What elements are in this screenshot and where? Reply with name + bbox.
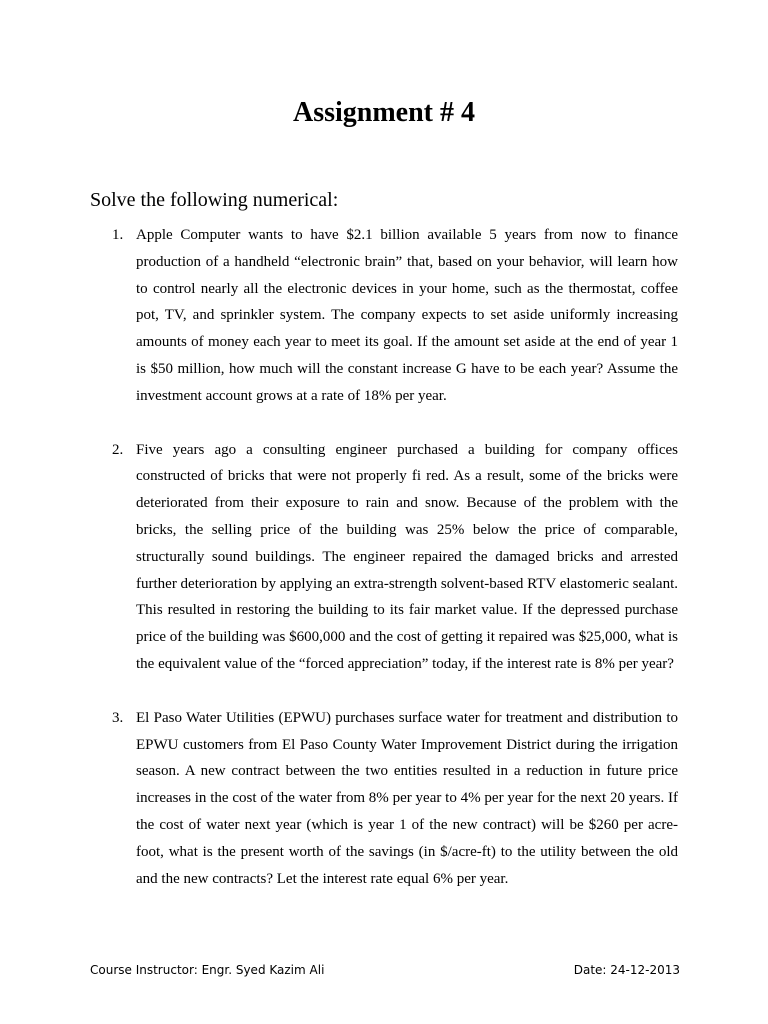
page-footer [90,958,680,982]
question-text: Apple Computer wants to have $2.1 billion available 5 years from now to finance production of a handheld “electronic brain” that, based on your behavior, will learn how to control nearly all the electronic devices in your home, such as the thermostat, coffee pot, TV, and sprinkler system. The company expects to set aside uniformly increasing amounts of money each year to meet its goal. If the amount set aside at the end of year 1 is $50 million, how much will the constant increase G have to be each year? Assume the investment account grows at a rate of 18% per year. [136,227,678,404]
question-number: 1. [112,227,124,243]
question-text: El Paso Water Utilities (EPWU) purchases surface water for treatment and distribution to EPWU customers from El Paso County Water Improvement District during the irrigation season. A new contract between the two entities resulted in a reduction in future price increases in the cost of the water from 8% per year to 4% per year for the next 20 years. If the cost of water next year (which is year 1 of the new contract) will be $260 per acre-foot, what is the present worth of the savings (in $/acre-ft) to the utility between the old and the new contracts? Let the interest rate equal 6% per year. [136,709,678,887]
footer-date: Date: 24-12-2013 [573,963,680,977]
question-item-3 [0,705,768,893]
question-item-2 [0,437,768,678]
question-number: 3. [112,709,124,726]
question-number: 2. [112,441,124,458]
question-list [0,222,768,919]
footer-instructor: Course Instructor: Engr. Syed Kazim Ali [90,963,325,977]
page-title: Assignment # 4 [292,97,475,128]
instructions-text: Solve the following numerical: [90,189,339,211]
question-text: Five years ago a consulting engineer purchased a building for company offices constructed of bricks that were not properly fi red. As a result, some of the bricks were deteriorated from their exposure to rain and snow. Because of the problem with the bricks, the selling price of the building was 25% below the price of comparable, structurally sound buildings. The engineer repaired the damaged bricks and arrested further deterioration by applying an extra-strength solvent-based RTV elastomeric sealant. This resulted in restoring the building to its fair market value. If the depressed purchase price of the building was $600,000 and the cost of getting it repaired was $25,000, what is the equivalent value of the “forced appreciation” today, if the interest rate is 8% per year? [136,441,678,672]
question-item-1 [0,222,768,410]
